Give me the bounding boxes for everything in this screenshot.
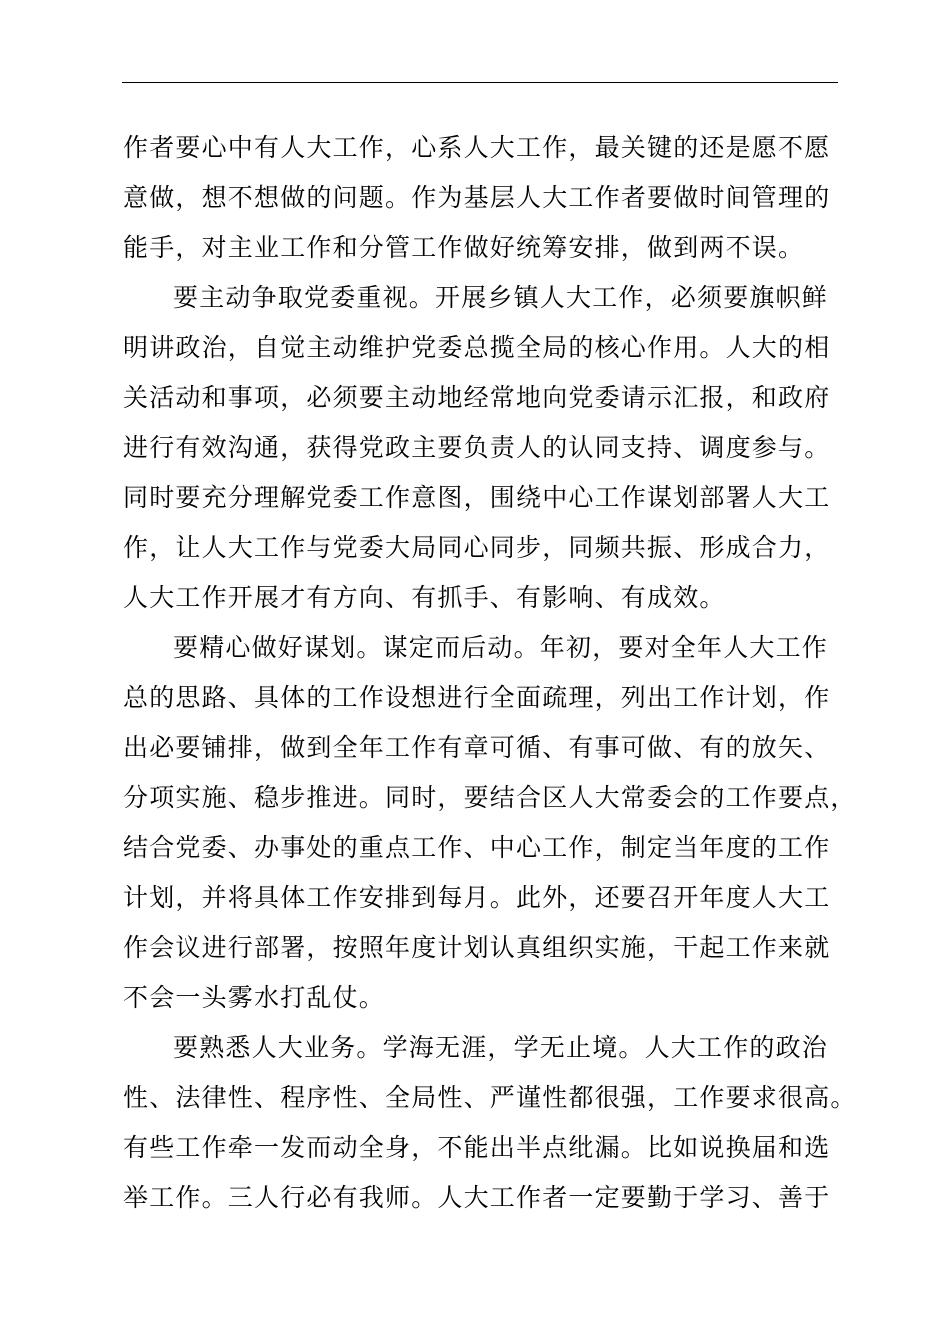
text-line: 有些工作牵一发而动全身，不能出半点纰漏。比如说换届和选 [123,1133,831,1162]
text-line: 举工作。三人行必有我师。人大工作者一定要勤于学习、善于 [123,1183,831,1212]
text-line: 作者要心中有人大工作，心系人大工作，最关键的还是愿不愿 [123,133,831,162]
header-rule [122,82,838,83]
text-line: 总的思路、具体的工作设想进行全面疏理，列出工作计划，作 [123,683,831,712]
text-line: 人大工作开展才有方向、有抓手、有影响、有成效。 [123,583,726,612]
text-line: 出必要铺排，做到全年工作有章可循、有事可做、有的放矢、 [123,733,831,762]
text-line: 要主动争取党委重视。开展乡镇人大工作，必须要旗帜鲜 [173,283,829,312]
text-line: 作，让人大工作与党委大局同心同步，同频共振、形成合力， [123,533,831,562]
text-line: 作会议进行部署，按照年度计划认真组织实施，干起工作来就 [123,933,831,962]
text-line: 性、法律性、程序性、全局性、严谨性都很强，工作要求很高。 [123,1083,857,1112]
text-line: 能手，对主业工作和分管工作做好统筹安排，做到两不误。 [123,233,805,262]
text-line: 明讲政治，自觉主动维护党委总揽全局的核心作用。人大的相 [123,333,831,362]
text-line: 不会一头雾水打乱仗。 [123,983,386,1012]
text-line: 要熟悉人大业务。学海无涯，学无止境。人大工作的政治 [173,1033,829,1062]
text-line: 分项实施、稳步推进。同时，要结合区人大常委会的工作要点， [123,783,857,812]
text-line: 同时要充分理解党委工作意图，围绕中心工作谋划部署人大工 [123,483,831,512]
text-line: 关活动和事项，必须要主动地经常地向党委请示汇报，和政府 [123,383,831,412]
text-line: 结合党委、办事处的重点工作、中心工作，制定当年度的工作 [123,833,831,862]
text-line: 要精心做好谋划。谋定而后动。年初，要对全年人大工作 [173,633,829,662]
text-line: 计划，并将具体工作安排到每月。此外，还要召开年度人大工 [123,883,831,912]
text-line: 进行有效沟通，获得党政主要负责人的认同支持、调度参与。 [123,433,831,462]
text-line: 意做，想不想做的问题。作为基层人大工作者要做时间管理的 [123,183,831,212]
